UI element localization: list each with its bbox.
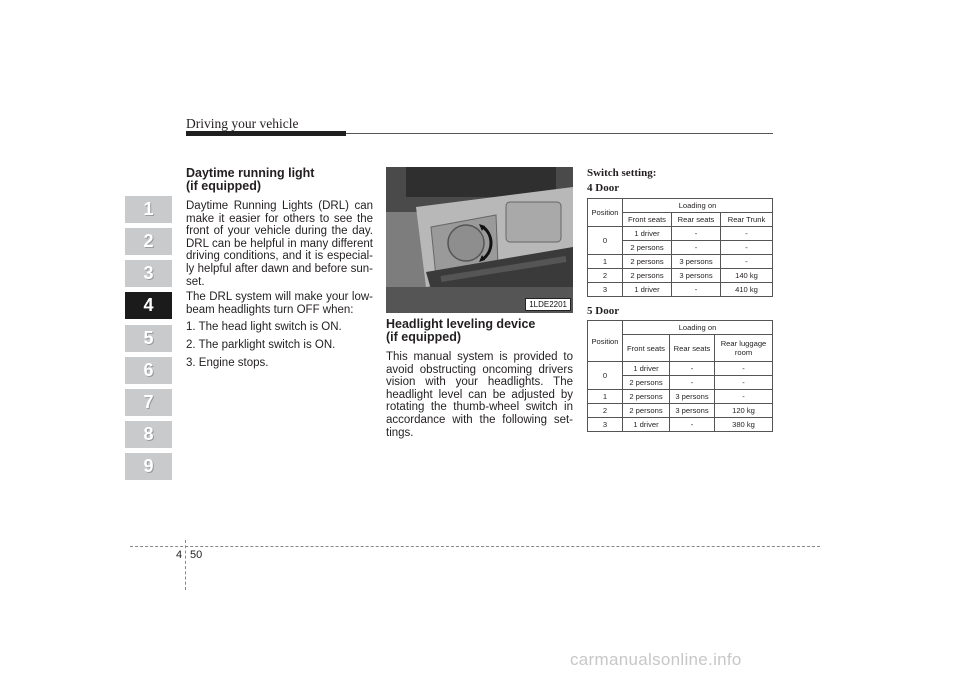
col-rear-luggage	[715, 335, 773, 362]
col-rear-seats: Rear seats	[672, 213, 721, 227]
col-rear-luggage-line2: room	[734, 348, 753, 357]
chapter-tab-2[interactable]: 2	[125, 228, 172, 255]
footer-page-number: 50	[190, 549, 203, 561]
headlight-switch-photo	[386, 167, 573, 313]
drl-intro: The DRL system will make your low-beam headlights turn OFF when:	[186, 291, 373, 316]
col-rear-seats: Rear seats	[670, 335, 715, 362]
chapter-tab-3[interactable]: 3	[125, 260, 172, 287]
chapter-tab-7[interactable]: 7	[125, 389, 172, 416]
table-row: 1 2 persons 3 persons -	[588, 255, 773, 269]
col-front-seats: Front seats	[623, 213, 672, 227]
chapter-tab-4[interactable]: 4	[125, 292, 172, 319]
table-row: 3 1 driver - 380 kg	[588, 418, 773, 432]
table-row: 2 persons - -	[588, 376, 773, 390]
chapter-tab-5[interactable]: 5	[125, 325, 172, 352]
position-header: Position	[588, 199, 623, 227]
leveling-title-qualifier: (if equipped)	[386, 330, 461, 344]
leveling-section	[386, 318, 573, 439]
table-row: 2 2 persons 3 persons 140 kg	[588, 269, 773, 283]
drl-body: Daytime Running Lights (DRL) can make it easier for others to see the front of your vehicle during the day. DRL can be helpful in many different driving conditions, and it is especial-ly helpful after dawn and before sun-set.	[186, 200, 373, 288]
chapter-tab-6[interactable]: 6	[125, 357, 172, 384]
photo-code-label: 1LDE2201	[525, 298, 571, 311]
door5-table	[587, 320, 773, 432]
col-rear-luggage-line1: Rear luggage	[720, 339, 767, 348]
footer-divider	[185, 540, 186, 590]
running-header: Driving your vehicle	[186, 116, 299, 131]
table-row: 2 persons - -	[588, 241, 773, 255]
chapter-tab-1[interactable]: 1	[125, 196, 172, 223]
table-row: 0 1 driver - -	[588, 227, 773, 241]
footer-rule	[130, 546, 820, 547]
table-row: 0 1 driver - -	[588, 362, 773, 376]
drl-item-1: 1. The head light switch is ON.	[186, 321, 342, 334]
door4-heading: 4 Door	[587, 182, 620, 194]
drl-section	[186, 167, 373, 369]
drl-title-qualifier: (if equipped)	[186, 179, 261, 193]
header-rule	[346, 133, 773, 134]
dashboard-illustration	[386, 167, 573, 313]
table-row: 1 2 persons 3 persons -	[588, 390, 773, 404]
door4-table	[587, 198, 773, 297]
switch-setting-heading: Switch setting:	[587, 167, 657, 179]
drl-item-3: 3. Engine stops.	[186, 356, 269, 369]
drl-title: Daytime running light	[186, 166, 315, 180]
loading-on-header: Loading on	[623, 199, 773, 213]
position-header: Position	[588, 321, 623, 362]
door5-heading: 5 Door	[587, 305, 620, 317]
col-rear-trunk: Rear Trunk	[721, 213, 773, 227]
leveling-body: This manual system is provided to avoid obstructing oncoming drivers vision with your headlights. The headlight level can be adjusted by rotating the thumb-wheel switch in accordance with the following set-tings.	[386, 351, 573, 439]
col-front-seats: Front seats	[623, 335, 670, 362]
drl-item-2: 2. The parklight switch is ON.	[186, 338, 336, 351]
header-bar	[186, 131, 346, 136]
table-row: 2 2 persons 3 persons 120 kg	[588, 404, 773, 418]
footer-chapter-number: 4	[176, 549, 183, 561]
leveling-title: Headlight leveling device	[386, 317, 536, 331]
table-row: 3 1 driver - 410 kg	[588, 283, 773, 297]
watermark: carmanualsonline.info	[570, 650, 742, 669]
loading-on-header: Loading on	[623, 321, 773, 335]
chapter-tab-9[interactable]: 9	[125, 453, 172, 480]
chapter-tab-8[interactable]: 8	[125, 421, 172, 448]
